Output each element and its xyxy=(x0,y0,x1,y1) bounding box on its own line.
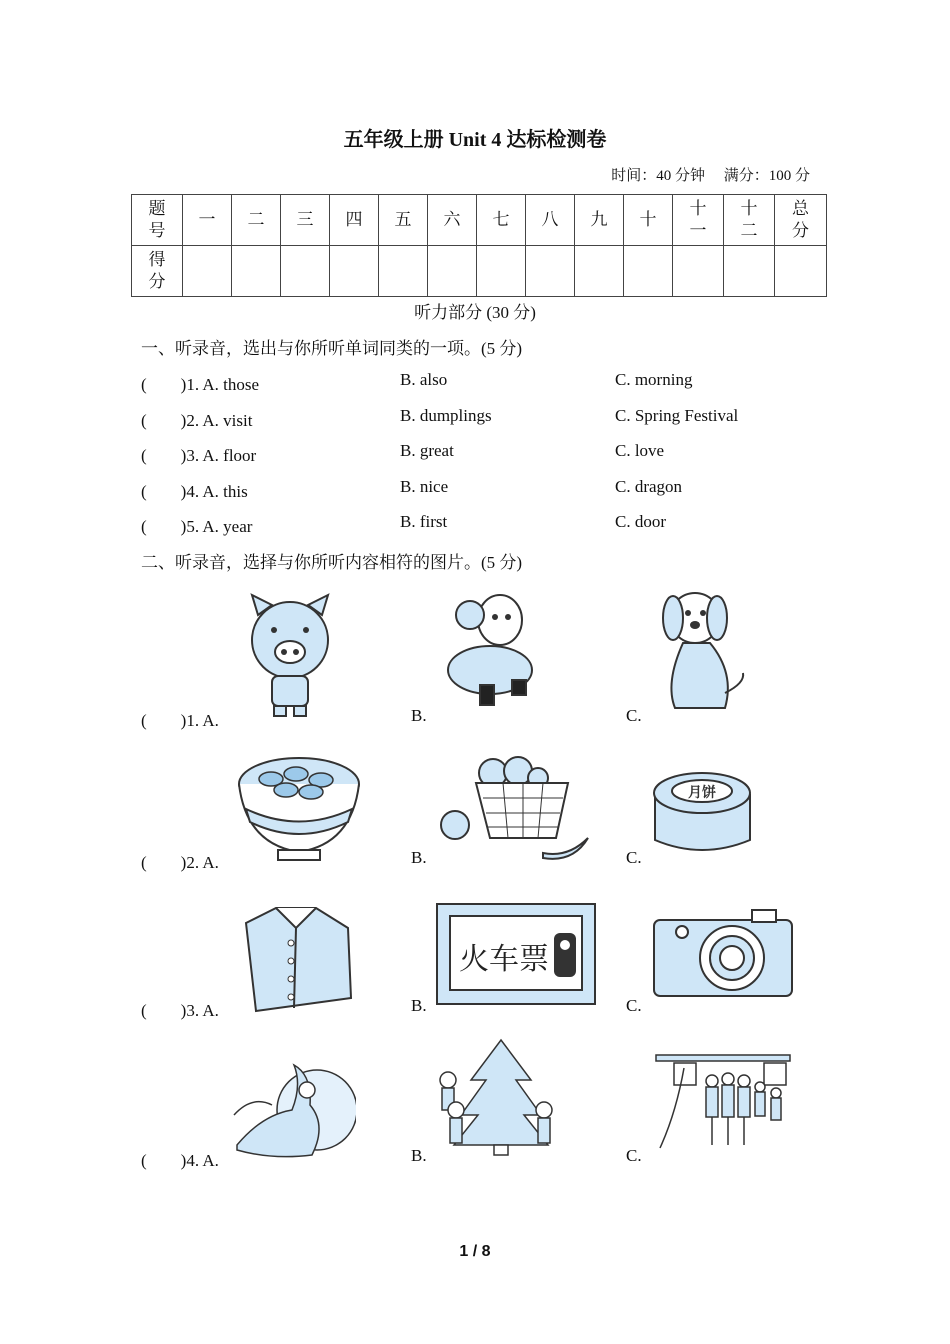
option-b: B. nice xyxy=(400,477,449,496)
part1-question-row xyxy=(141,441,841,465)
question-a: ( )4. A. this xyxy=(141,482,248,501)
question-a: ( )4. A. xyxy=(141,1151,219,1170)
score-cell[interactable] xyxy=(428,246,477,297)
question-a: ( )5. A. year xyxy=(141,517,253,536)
part1-question-row xyxy=(141,370,841,394)
score-cell[interactable] xyxy=(281,246,330,297)
pig-image xyxy=(240,590,340,725)
score-table-header-cell: 十 二 xyxy=(724,195,775,246)
option-c: C. xyxy=(626,996,642,1015)
score-cell[interactable] xyxy=(183,246,232,297)
sheep-image xyxy=(440,585,540,715)
mooncake-text: 月饼 xyxy=(688,785,716,801)
score-table-header-cell: 十 一 xyxy=(673,195,724,246)
option-c: C. xyxy=(626,848,642,867)
page-title: 五年级上册 Unit 4 达标检测卷 xyxy=(343,129,607,151)
option-c: C. love xyxy=(615,441,665,460)
score-cell[interactable] xyxy=(379,246,428,297)
dog-image xyxy=(655,583,750,718)
part1-question-row xyxy=(141,406,841,430)
option-b: B. xyxy=(411,996,427,1015)
chang-e-moon-image xyxy=(232,1055,356,1165)
dumplings-bowl-image xyxy=(236,754,362,864)
question-a: ( )2. A. xyxy=(141,853,219,872)
option-c: C. door xyxy=(615,512,666,531)
option-b: B. xyxy=(411,1146,427,1165)
score-table-header-cell: 三 xyxy=(281,195,330,246)
ticket-text: 火车票 xyxy=(459,942,549,977)
score-table-header-cell: 题 号 xyxy=(132,195,183,246)
option-b: B. xyxy=(411,848,427,867)
option-c: C. dragon xyxy=(615,477,683,496)
option-c: C. Spring Festival xyxy=(615,406,739,425)
score-table-score-row xyxy=(132,246,827,297)
score-cell[interactable] xyxy=(526,246,575,297)
score-cell[interactable] xyxy=(775,246,827,297)
train-ticket-image xyxy=(436,903,596,1005)
score-table-header-cell: 十 xyxy=(624,195,673,246)
part1-question-row xyxy=(141,477,841,501)
page-number: 1 / 8 xyxy=(459,1243,491,1260)
time-score-info: 时间：40 分钟 满分：100 分 xyxy=(611,168,810,184)
question-a: ( )3. A. floor xyxy=(141,446,257,465)
score-table-row-label: 得 分 xyxy=(132,246,183,297)
question-a: ( )2. A. visit xyxy=(141,411,253,430)
shirt-image xyxy=(236,903,356,1013)
score-table-header-cell: 一 xyxy=(183,195,232,246)
option-b: B. first xyxy=(400,512,448,531)
score-table-header-row xyxy=(132,195,827,246)
score-table-header-cell: 总 分 xyxy=(775,195,827,246)
score-table-header-cell: 五 xyxy=(379,195,428,246)
question-a: ( )1. A. those xyxy=(141,375,260,394)
question-a: ( )1. A. xyxy=(141,711,219,730)
option-b: B. also xyxy=(400,370,448,389)
score-table-header-cell: 七 xyxy=(477,195,526,246)
score-cell[interactable] xyxy=(724,246,775,297)
listening-section-heading: 听力部分 (30 分) xyxy=(414,303,536,322)
score-cell[interactable] xyxy=(624,246,673,297)
option-c: C. morning xyxy=(615,370,693,389)
score-table-header-cell: 二 xyxy=(232,195,281,246)
option-b: B. dumplings xyxy=(400,406,492,425)
option-b: B. great xyxy=(400,441,454,460)
part1-heading: 一、听录音，选出与你所听单词同类的一项。(5 分) xyxy=(141,339,523,358)
option-c: C. xyxy=(626,706,642,725)
score-table-header-cell: 四 xyxy=(330,195,379,246)
score-table-header-cell: 八 xyxy=(526,195,575,246)
score-cell[interactable] xyxy=(477,246,526,297)
option-b: B. xyxy=(411,706,427,725)
new-year-family-image xyxy=(654,1053,792,1158)
question-a: ( )3. A. xyxy=(141,1001,219,1020)
christmas-tree-image xyxy=(436,1035,561,1160)
part1-question-row xyxy=(141,512,841,536)
fruit-basket-image xyxy=(438,743,598,865)
score-cell[interactable] xyxy=(232,246,281,297)
score-cell[interactable] xyxy=(330,246,379,297)
mooncake-image xyxy=(650,765,755,860)
score-cell[interactable] xyxy=(673,246,724,297)
score-table-header-cell: 九 xyxy=(575,195,624,246)
score-table xyxy=(131,194,827,297)
part2-heading: 二、听录音，选择与你所听内容相符的图片。(5 分) xyxy=(141,553,523,572)
option-c: C. xyxy=(626,1146,642,1165)
score-cell[interactable] xyxy=(575,246,624,297)
score-table-header-cell: 六 xyxy=(428,195,477,246)
camera-image xyxy=(652,906,794,998)
